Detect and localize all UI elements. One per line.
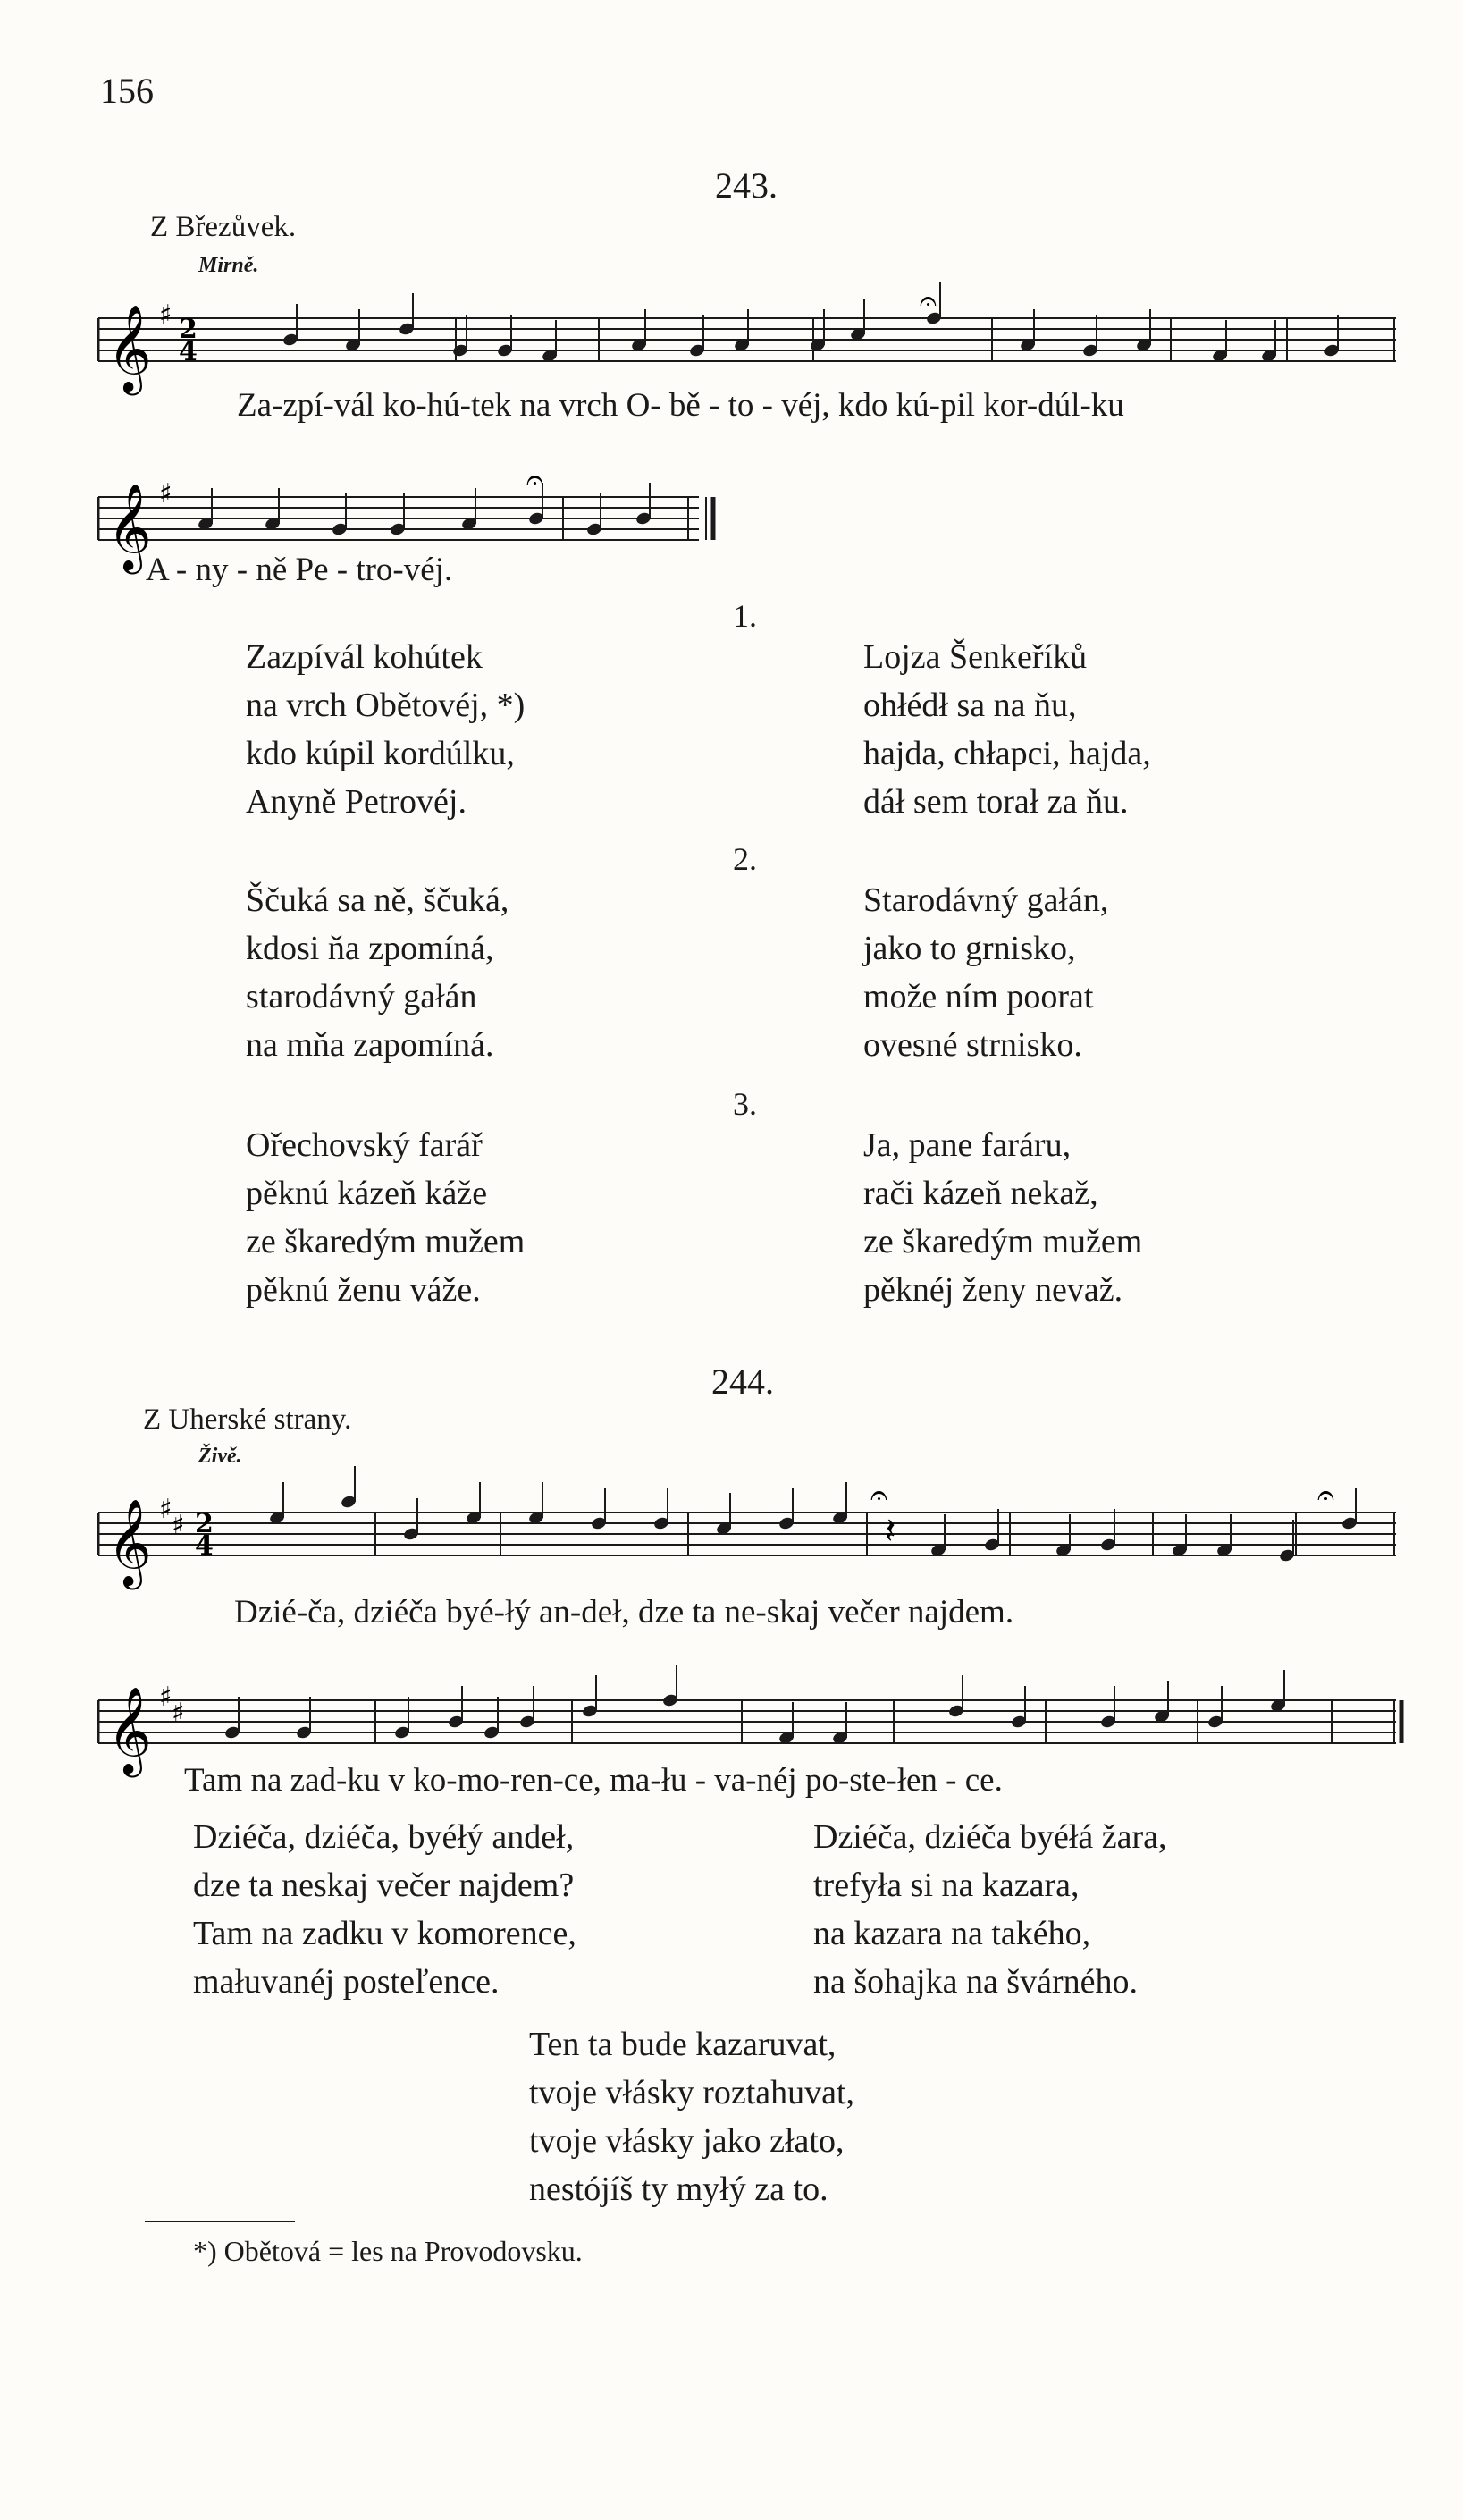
verse-line: ze škaredým mužem xyxy=(863,1223,1143,1260)
verse-line: pěknú kázeň káže xyxy=(246,1175,488,1212)
sharp-icon: ♯ xyxy=(172,1698,185,1729)
song-number-243: 243. xyxy=(715,165,778,206)
verse-line: može ním poorat xyxy=(863,978,1094,1016)
fermata-icon: 𝄐 xyxy=(870,1478,887,1513)
verse-line: na vrch Obětovéj, *) xyxy=(246,687,526,724)
stanza-right xyxy=(863,633,1151,826)
verse-line: tvoje vłásky jako złato, xyxy=(529,2122,845,2160)
quarter-rest-icon: 𝄽 xyxy=(885,1511,896,1552)
sharp-icon: ♯ xyxy=(159,478,172,510)
stanza-right xyxy=(813,1813,1167,2006)
verse-line: dze ta neskaj večer najdem? xyxy=(193,1867,575,1904)
verse-line: kdo kúpil kordúlku, xyxy=(246,735,515,772)
fermata-icon: 𝄐 xyxy=(1317,1478,1334,1513)
verse-line: jako to grnisko, xyxy=(863,930,1076,967)
verse-line: ovesné strnisko. xyxy=(863,1026,1082,1064)
song-origin-243: Z Březůvek. xyxy=(150,211,297,243)
verse-line: Dziéča, dziéča, byéłý andeł, xyxy=(193,1818,575,1856)
sharp-icon: ♯ xyxy=(159,1494,172,1525)
stanza-number: 3. xyxy=(733,1086,757,1122)
verse-line: tvoje vłásky roztahuvat, xyxy=(529,2074,855,2111)
verse-line: dáł sem torał za ňu. xyxy=(863,783,1129,821)
verse-line: na šohajka na švárného. xyxy=(813,1963,1138,2001)
treble-clef-icon: 𝄞 xyxy=(107,1498,152,1586)
sharp-icon: ♯ xyxy=(159,1681,172,1713)
stanza-left xyxy=(193,1813,576,2006)
stanza-right xyxy=(863,876,1108,1069)
lyrics-line: Tam na zad-ku v ko-mo-ren-ce, ma-łu - va-néj po-ste-łen - ce. xyxy=(184,1762,1003,1799)
music-staff xyxy=(98,1661,1403,1777)
footnote-rule xyxy=(145,2221,295,2222)
footnote: *) Obětová = les na Provodovsku. xyxy=(193,2235,583,2267)
verse-line: Lojza Šenkeříků xyxy=(863,638,1088,676)
verse-line: Dziéča, dziéča byéłá žara, xyxy=(813,1818,1167,1856)
verse-line: Anyně Petrovéj. xyxy=(246,783,467,821)
page-number: 156 xyxy=(100,71,154,111)
sharp-icon: ♯ xyxy=(159,299,172,331)
verse-line: starodávný gałán xyxy=(246,978,477,1016)
stanza-right xyxy=(863,1121,1142,1314)
verse-line: ze škaredým mužem xyxy=(246,1223,526,1260)
stanza-center xyxy=(529,2020,854,2213)
music-staff xyxy=(98,1473,1403,1589)
fermata-icon: 𝄐 xyxy=(526,462,543,498)
treble-clef-icon: 𝄞 xyxy=(107,304,152,392)
music-staff xyxy=(98,279,1403,395)
verse-line: trefyła si na kazara, xyxy=(813,1867,1080,1904)
stanza-left xyxy=(246,876,509,1069)
fermata-icon: 𝄐 xyxy=(920,283,937,319)
stanza-left xyxy=(246,633,525,826)
verse-line: Zazpívál kohútek xyxy=(246,638,483,676)
verse-line: Starodávný gałán, xyxy=(863,881,1109,919)
verse-line: rači kázeň nekaž, xyxy=(863,1175,1098,1212)
verse-line: pěknú ženu váže. xyxy=(246,1271,481,1309)
verse-line: Ořechovský farář xyxy=(246,1126,483,1164)
verse-line: pěknéj ženy nevaž. xyxy=(863,1271,1123,1309)
verse-line: Ja, pane faráru, xyxy=(863,1126,1072,1164)
verse-line: kdosi ňa zpomíná, xyxy=(246,930,494,967)
lyrics-line: A - ny - ně Pe - tro-véj. xyxy=(146,552,453,588)
stanza-number: 1. xyxy=(733,598,757,634)
verse-line: Ščuká sa ně, ščuká, xyxy=(246,881,509,919)
verse-line: ohłédł sa na ňu, xyxy=(863,687,1077,724)
stanza-left xyxy=(246,1121,525,1314)
verse-line: Ten ta bude kazaruvat, xyxy=(529,2026,837,2063)
song-origin-244: Z Uherské strany. xyxy=(143,1403,352,1436)
time-signature-bottom: 4 xyxy=(179,336,198,367)
sharp-icon: ♯ xyxy=(172,1510,185,1541)
verse-line: nestójíš ty myłý za to. xyxy=(529,2170,828,2208)
verse-line: na kazara na takého, xyxy=(813,1915,1091,1952)
stanza-number: 2. xyxy=(733,841,757,877)
verse-line: na mňa zapomíná. xyxy=(246,1026,494,1064)
time-signature-top: 2 xyxy=(195,1508,214,1539)
lyrics-line: Za-zpí-vál ko-hú-tek na vrch O- bě - to - véj, kdo kú-pil kor-dúl-ku xyxy=(237,387,1124,424)
treble-clef-icon: 𝄞 xyxy=(107,483,152,570)
treble-clef-icon: 𝄞 xyxy=(107,1686,152,1774)
verse-line: małuvanéj posteľence. xyxy=(193,1963,500,2001)
verse-line: Tam na zadku v komorence, xyxy=(193,1915,576,1952)
time-signature-bottom: 4 xyxy=(195,1530,214,1562)
lyrics-line: Dzié-ča, dziéča byé-łý an-deł, dze ta ne-skaj večer najdem. xyxy=(234,1594,1014,1631)
time-signature-top: 2 xyxy=(179,314,198,345)
tempo-marking-244: Živě. xyxy=(198,1445,242,1468)
verse-line: hajda, chłapci, hajda, xyxy=(863,735,1151,772)
tempo-marking-243: Mirně. xyxy=(198,254,259,277)
song-number-244: 244. xyxy=(711,1361,774,1402)
